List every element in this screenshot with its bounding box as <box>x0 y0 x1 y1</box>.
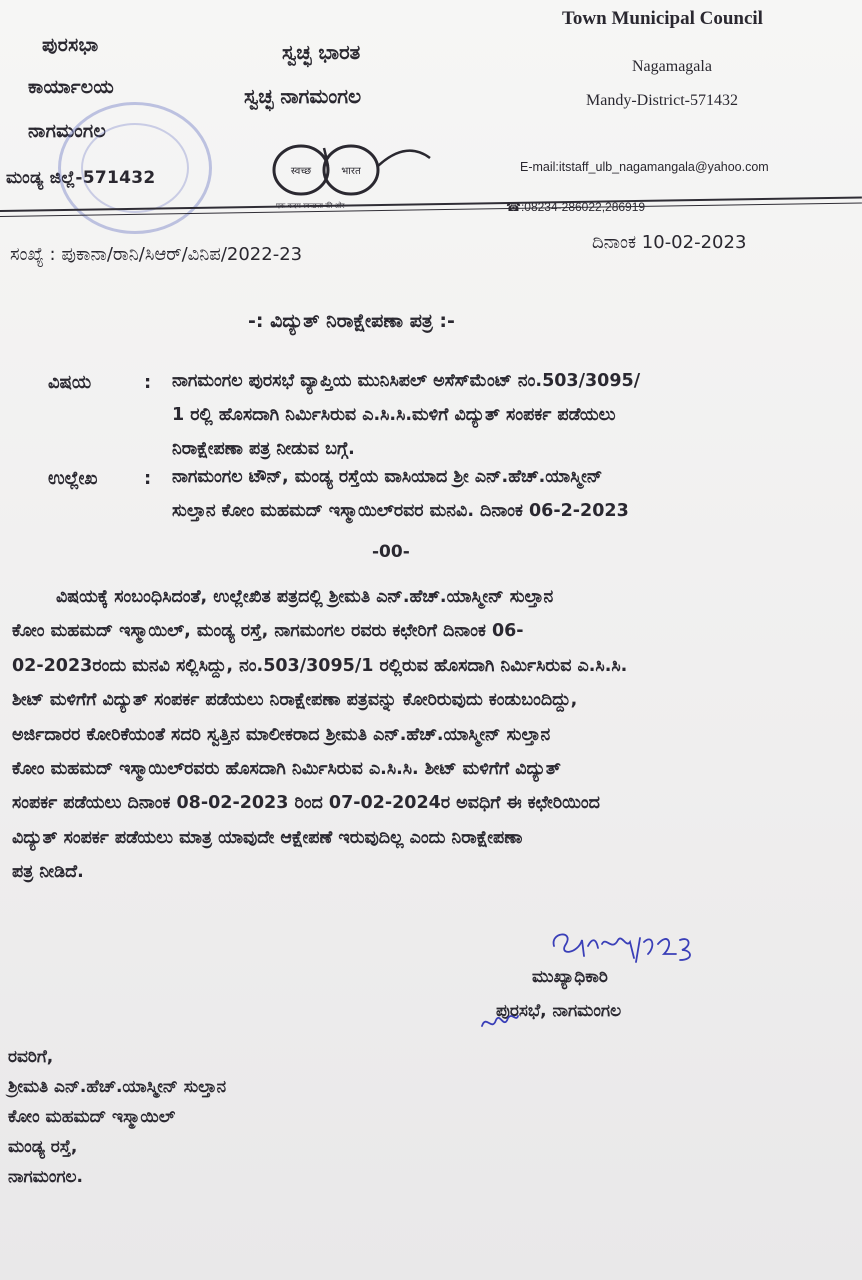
office-name-line-3: ನಾಗಮಂಗಲ <box>28 120 107 142</box>
subject-line: ನಾಗಮಂಗಲ ಪುರಸಭೆ ವ್ಯಾಪ್ತಿಯ ಮುನಿಸಿಪಲ್ ಅಸೆಸ್‌ಮೆಂಟ್ ನಂ.503/3095/ <box>172 371 641 391</box>
signatory-designation: ಮುಖ್ಯಾಧಿಕಾರಿ <box>532 967 608 987</box>
body-line: ಪತ್ರ ನೀಡಿದೆ. <box>12 862 84 883</box>
body-line: ವಿದ್ಯುತ್ ಸಂಪರ್ಕ ಪಡೆಯಲು ಮಾತ್ರ ಯಾವುದೇ ಆಕ್ಷೇಪಣೆ ಇರುವುದಿಲ್ಲ ಎಂದು ನಿರಾಕ್ಷೇಪಣಾ <box>12 827 523 848</box>
logo-word-swachh: स्वच्छ <box>290 166 312 177</box>
swachh-bharat-text: ಸ್ವಚ್ಛ ಭಾರತ <box>282 40 361 64</box>
logo-tagline: एक कदम स्वच्छता की ओर <box>276 202 345 210</box>
office-name-line-2: ಕಾರ್ಯಾಲಯ <box>28 76 115 98</box>
addressee-line: ಮಂಡ್ಯ ರಸ್ತೆ, <box>8 1137 78 1157</box>
signatory-block <box>496 960 622 1028</box>
addressee-line: ಕೋಂ ಮಹಮದ್ ಇಸ್ಮಾಯಿಲ್ <box>8 1107 176 1127</box>
body-line: ವಿಷಯಕ್ಕೆ ಸಂಬಂಧಿಸಿದಂತೆ, ಉಲ್ಲೇಖಿತ ಪತ್ರದಲ್ಲಿ ಶ್ರೀಮತಿ ಎನ್.ಹೆಚ್.ಯಾಸ್ಮೀನ್ ಸುಲ್ತಾನ <box>56 587 554 607</box>
logo-word-bharat: भारत <box>341 166 361 177</box>
office-district: ಮಂಡ್ಯ ಜಿಲ್ಲೆ-571432 <box>6 168 156 188</box>
town-name-english: Nagamagala <box>632 58 712 75</box>
letter-body <box>12 580 832 890</box>
initial-mark-icon <box>478 1004 520 1034</box>
council-name-english: Town Municipal Council <box>562 8 763 29</box>
separator-mark: -00- <box>372 542 410 562</box>
subject-line: ನಿರಾಕ್ಷೇಪಣಾ ಪತ್ರ ನೀಡುವ ಬಗ್ಗೆ. <box>172 439 355 459</box>
reference-label: ಉಲ್ಲೇಖ <box>48 468 98 489</box>
swachh-nagamangala-text: ಸ್ವಚ್ಛ ನಾಗಮಂಗಲ <box>244 84 362 108</box>
addressee-line: ನಾಗಮಂಗಲ. <box>8 1167 84 1187</box>
email-address: E-mail:itstaff_ulb_nagamangala@yahoo.com <box>520 160 769 174</box>
reference-colon: : <box>144 468 152 489</box>
reference-text <box>172 460 812 528</box>
document-title: -: ವಿದ್ಯುತ್ ನಿರಾಕ್ಷೇಪಣಾ ಪತ್ರ :- <box>248 310 455 332</box>
reference-line: ನಾಗಮಂಗಲ ಟೌನ್, ಮಂಡ್ಯ ರಸ್ತೆಯ ವಾಸಿಯಾದ ಶ್ರೀ ಎನ್.ಹೆಚ್.ಯಾಸ್ಮೀನ್ <box>172 467 603 487</box>
body-line: ಅರ್ಜಿದಾರರ ಕೋರಿಕೆಯಂತೆ ಸದರಿ ಸ್ವತ್ತಿನ ಮಾಲೀಕರಾದ ಶ್ರೀಮತಿ ಎನ್.ಹೆಚ್.ಯಾಸ್ಮೀನ್ ಸುಲ್ತಾನ <box>12 724 551 745</box>
letter-date: ದಿನಾಂಕ 10-02-2023 <box>592 232 747 253</box>
phone-numbers: ☎:08234-286022,286919 <box>506 200 646 214</box>
body-line: 02-2023ರಂದು ಮನವಿ ಸಲ್ಲಿಸಿದ್ದು, ನಂ.503/3095/1 ರಲ್ಲಿರುವ ಹೊಸದಾಗಿ ನಿರ್ಮಿಸಿರುವ ಎ.ಸಿ.ಸಿ. <box>12 655 628 676</box>
reference-line: ಸುಲ್ತಾನ ಕೋಂ ಮಹಮದ್ ಇಸ್ಮಾಯಿಲ್‌ರವರ ಮನವಿ. ದಿನಾಂಕ 06-2-2023 <box>172 501 629 521</box>
body-line: ಕೋಂ ಮಹಮದ್ ಇಸ್ಮಾಯಿಲ್‌ರವರು ಹೊಸದಾಗಿ ನಿರ್ಮಿಸಿರುವ ಎ.ಸಿ.ಸಿ. ಶೀಟ್ ಮಳಿಗೆಗೆ ವಿದ್ಯುತ್ <box>12 759 561 780</box>
addressee-line: ಶ್ರೀಮತಿ ಎನ್.ಹೆಚ್.ಯಾಸ್ಮೀನ್ ಸುಲ್ತಾನ <box>8 1077 227 1097</box>
body-line: ಶೀಟ್ ಮಳಿಗೆಗೆ ವಿದ್ಯುತ್ ಸಂಪರ್ಕ ಪಡೆಯಲು ನಿರಾಕ್ಷೇಪಣಾ ಪತ್ರವನ್ನು ಕೋರಿರುವುದು ಕಂಡುಬಂದಿದ್ದು, <box>12 690 578 711</box>
addressee-block <box>8 1042 226 1192</box>
reference-number: ಸಂಖ್ಯೆ : ಪುಕಾನಾ/ರಾನಿ/ಸಿಆರ್/ವಿನಿಪ/2022-23 <box>10 244 303 265</box>
district-english: Mandy-District-571432 <box>586 92 738 109</box>
body-line: ಸಂಪರ್ಕ ಪಡೆಯಲು ದಿನಾಂಕ 08-02-2023 ರಿಂದ 07-02-2024ರ ಅವಧಿಗೆ ಈ ಕಛೇರಿಯಿಂದ <box>12 793 600 814</box>
subject-colon: : <box>144 372 152 393</box>
swachh-bharat-logo-icon <box>268 132 433 212</box>
signatory-office: ಪುರಸಭೆ, ನಾಗಮಂಗಲ <box>496 1001 622 1021</box>
subject-text <box>172 364 812 466</box>
subject-label: ವಿಷಯ <box>48 372 92 393</box>
addressee-line: ರವರಿಗೆ, <box>8 1047 54 1067</box>
office-name-line-1: ಪುರಸಭಾ <box>42 34 99 56</box>
subject-line: 1 ರಲ್ಲಿ ಹೊಸದಾಗಿ ನಿರ್ಮಿಸಿರುವ ಎ.ಸಿ.ಸಿ.ಮಳಿಗೆ ವಿದ್ಯುತ್ ಸಂಪರ್ಕ ಪಡೆಯಲು <box>172 405 616 425</box>
body-line: ಕೋಂ ಮಹಮದ್ ಇಸ್ಮಾಯಿಲ್, ಮಂಡ್ಯ ರಸ್ತೆ, ನಾಗಮಂಗಲ ರವರು ಕಛೇರಿಗೆ ದಿನಾಂಕ 06- <box>12 621 524 642</box>
